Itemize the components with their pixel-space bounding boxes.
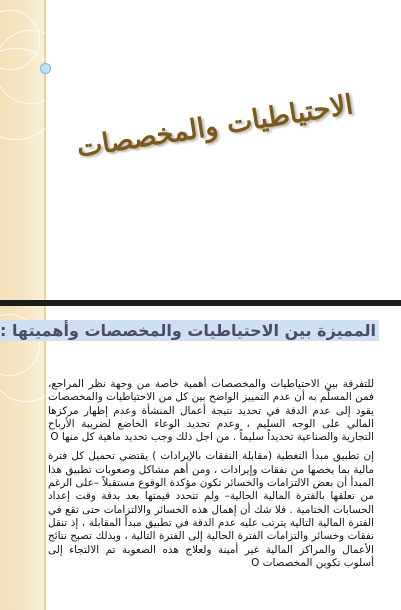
slide-content [0, 306, 401, 610]
slide-title [0, 0, 401, 300]
slide-heading: المميزة بين الاحتياطيات والمخصصات وأهميتها : [0, 320, 379, 341]
paragraph-1: للتفرقة بين الاحتياطيات والمخصصات أهمية خاصة من وجهة نظر المراجع، فمن المسلّم به أن عدم التمييز الواضح بين كل من الاحتياطيات والمخصصات يقود إلى عدم الدقة في تحديد نتيجة أعمال المنشأة وعدم إظهار مركزها المالي على الوجه السليم ، وعدم تحديد الوعاء الخاضع لضريبة الأرباح التجارية والصناعية تحديداً سليماً . من اجل ذلك وجب تحديد ماهية كل منها O [48, 378, 374, 444]
bullet-dot-icon [40, 63, 51, 74]
slide-body [48, 378, 374, 576]
paragraph-2: إن تطبيق مبدأ التغطية (مقابلة النفقات بالإيرادات ) يقتضي تحميل كل فترة مالية بما يخصها من نفقات وإيرادات ، ومن أهم مشاكل وصعوبات تطبيق هذا المبدأ أن بعض الالتزامات والخسائر تكون مؤكدة الوقوع مستقبلاً –على الرغم من تعلقها بالفترة المالية الحالية– ولم تتحدد قيمتها بعد بدقة وقت إعداد الحسابات الختامية . فلا شك أن إهمال هذه الخسائر والالتزامات حتى تقع في الفترة المالية التالية يترتب عليه عدم الدقة في تطبيق مبدأ المقابلة ، إذ تنقل نفقات وخسائر والتزامات الفترة الحالية إلى الفترة التالية ، وبذلك تصبح نتائج الأعمال والمراكز المالية غير أمينة ولعلاج هذه الصعوبة تم الالتجاء إلى أسلوب تكوين المخصصات O [48, 450, 374, 569]
slide-title-text: الاحتياطيات والمخصصات [74, 89, 356, 164]
